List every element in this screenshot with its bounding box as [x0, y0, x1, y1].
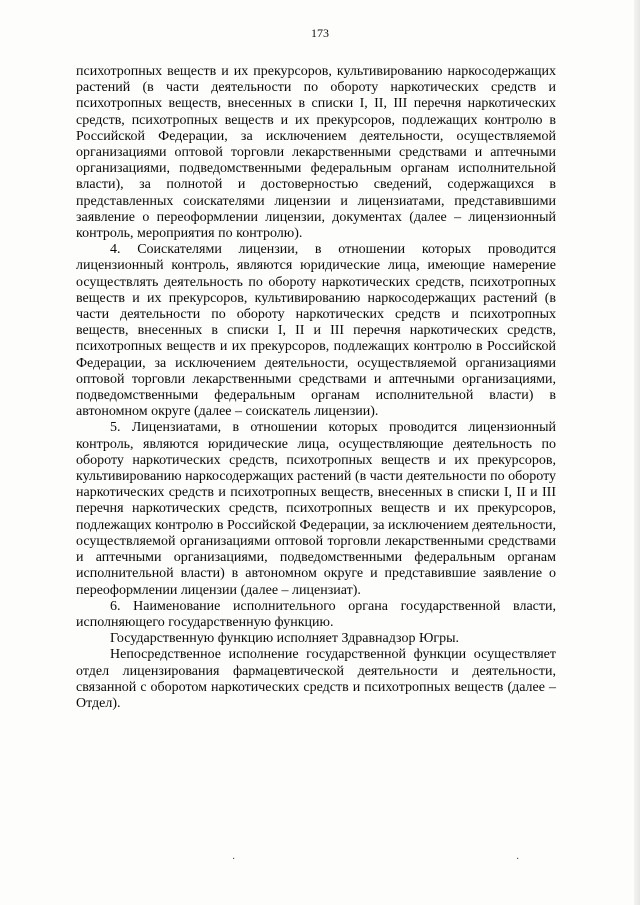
- footer-mark-right: ·: [516, 854, 520, 865]
- paragraph-item-6: 6. Наименование исполнительного органа государственной власти, исполняющего государственную функцию.: [76, 598, 556, 630]
- paragraph-continuation: психотропных веществ и их прекурсоров, культивированию наркосодержащих растений (в части деятельности по обороту наркотических средств и психотропных веществ, внесенных в списки I, II, III перечня наркотических средств, психотропных веществ и их прекурсоров, подлежащих контролю в Российской Федерации, за исключением деятельности, осуществляемой организациями оптовой торговли лекарственными средствами и аптечными организациями, подведомственными федеральным органам исполнительной власти), за полнотой и достоверностью сведений, содержащихся в представленных соискателями лицензии и лицензиатами, представившими заявление о переоформлении лицензии, документах (далее – лицензионный контроль, мероприятия по контролю).: [76, 64, 556, 242]
- paragraph-item-5: 5. Лицензиатами, в отношении которых проводится лицензионный контроль, являются юридические лица, осуществляющие деятельность по обороту наркотических средств, психотропных веществ и их прекурсоров, культивированию наркосодержащих растений (в части деятельности по обороту наркотических средств и психотропных веществ, внесенных в списки I, II и III перечня наркотических средств, психотропных веществ и их прекурсоров, подлежащих контролю в Российской Федерации, за исключением деятельности, осуществляемой организациями оптовой торговли лекарственными средствами и аптечными организациями, подведомственными федеральным органам исполнительной власти) в автономном округе и представившие заявление о переоформлении лицензии (далее – лицензиат).: [76, 420, 556, 598]
- footer-mark-left: ·: [232, 854, 236, 865]
- paragraph-item-4: 4. Соискателями лицензии, в отношении которых проводится лицензионный контроль, являются юридические лица, имеющие намерение осуществлять деятельность по обороту наркотических средств, психотропных веществ и их прекурсоров, культивированию наркосодержащих растений (в части деятельности по обороту наркотических средств и психотропных веществ, внесенных в списки I, II и III перечня наркотических средств, психотропных веществ и их прекурсоров, подлежащих контролю в Российской Федерации, за исключением деятельности, осуществляемой организациями оптовой торговли лекарственными средствами и аптечными организациями, подведомственными федеральным органам исполнительной власти) в автономном округе (далее – соискатель лицензии).: [76, 242, 556, 420]
- scan-edge: [634, 0, 640, 905]
- document-body: [76, 64, 556, 712]
- paragraph-executor: Государственную функцию исполняет Здравнадзор Югры.: [110, 631, 460, 647]
- paragraph-department: Непосредственное исполнение государственной функции осуществляет отдел лицензирования фармацевтической деятельности и деятельности, связанной с оборотом наркотических средств и психотропных веществ (далее – Отдел).: [76, 647, 556, 711]
- page-number: 173: [311, 26, 329, 40]
